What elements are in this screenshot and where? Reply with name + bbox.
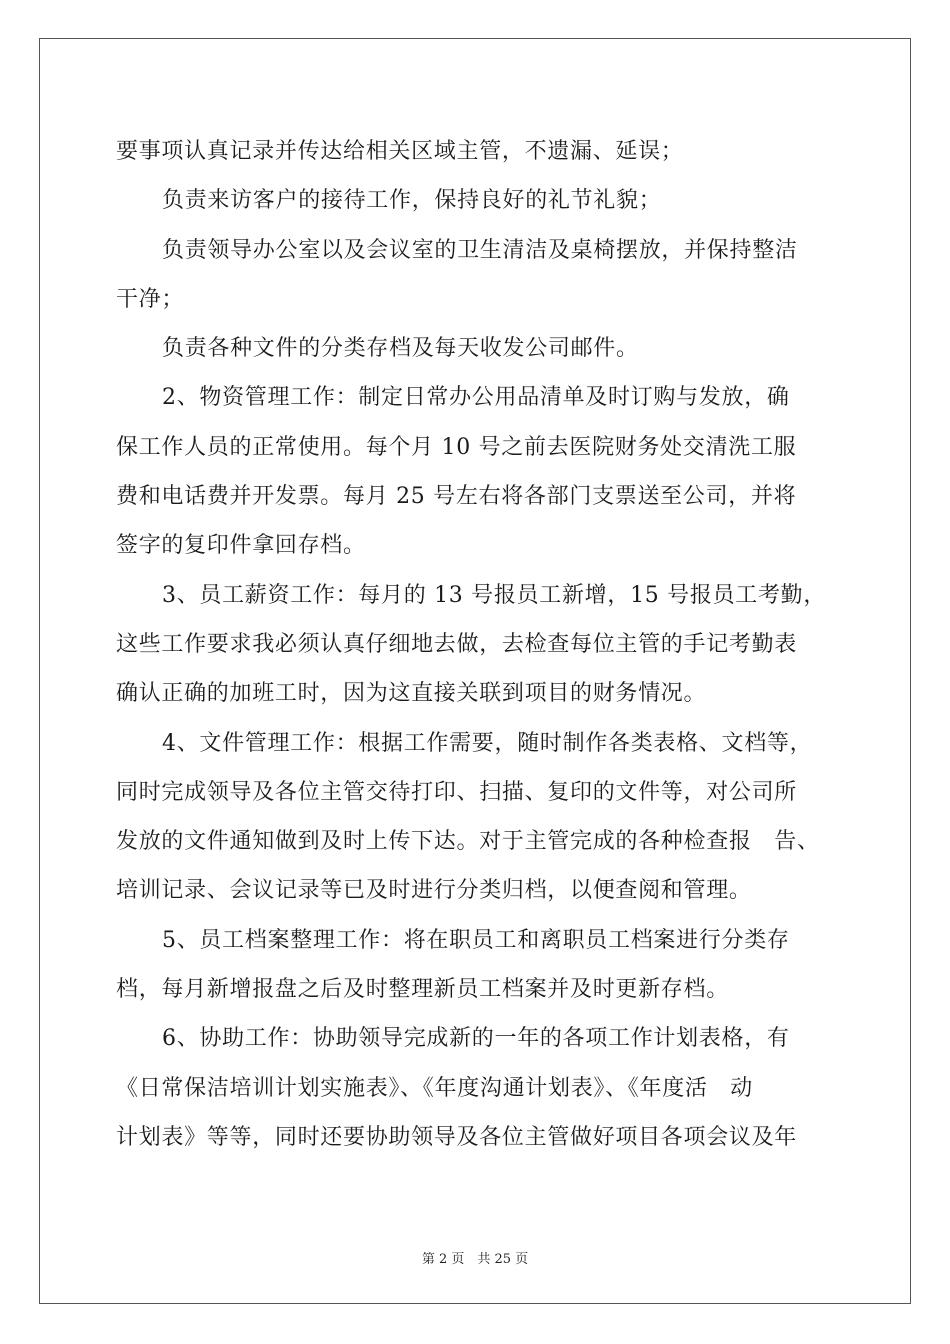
document-body	[116, 127, 836, 1162]
text-line: 要事项认真记录并传达给相关区域主管，不遗漏、延误；	[116, 139, 684, 164]
text-line: 负责各种文件的分类存档及每天收发公司邮件。	[162, 336, 639, 362]
text-line: 3、员工薪资工作：每月的 13 号报员工新增，15 号报员工考勤，	[162, 582, 827, 608]
text-line: 费和电话费并开发票。每月 25 号左右将各部门支票送至公司，并将	[116, 484, 797, 510]
text-line: 培训记录、会议记录等已及时进行分类归档，以便查阅和管理。	[116, 878, 752, 904]
text-line: 档，每月新增报盘之后及时整理新员工档案并及时更新存档。	[116, 977, 729, 1003]
text-line: 《日常保洁培训计划实施表》、《年度沟通计划表》、《年度活 动	[116, 1075, 754, 1101]
text-line: 负责来访客户的接待工作，保持良好的礼节礼貌；	[162, 188, 662, 214]
text-line: 6、协助工作：协助领导完成新的一年的各项工作计划表格，有	[162, 1026, 790, 1052]
text-line: 发放的文件通知做到及时上传下达。对于主管完成的各种检查报 告、	[116, 829, 820, 855]
text-line: 4、文件管理工作：根据工作需要，随时制作各类表格、文档等，	[162, 730, 813, 756]
page-number-footer: 第 2 页 共 25 页	[421, 1252, 529, 1267]
text-line: 保工作人员的正常使用。每个月 10 号之前去医院财务处交清洗工服	[116, 434, 797, 460]
text-line: 2、物资管理工作：制定日常办公用品清单及时订购与发放，确	[162, 385, 790, 411]
text-line: 干净；	[116, 286, 185, 312]
text-line: 计划表》等等，同时还要协助领导及各位主管做好项目各项会议及年	[116, 1124, 798, 1150]
text-line: 同时完成领导及各位主管交待打印、扫描、复印的文件等，对公司所	[116, 779, 798, 805]
text-line: 负责领导办公室以及会议室的卫生清洁及桌椅摆放，并保持整洁	[162, 237, 798, 263]
text-line: 确认正确的加班工时，因为这直接关联到项目的财务情况。	[116, 681, 707, 707]
text-line: 5、员工档案整理工作：将在职员工和离职员工档案进行分类存	[162, 927, 790, 953]
text-line: 签字的复印件拿回存档。	[116, 533, 366, 559]
text-line: 这些工作要求我必须认真仔细地去做，去检查每位主管的手记考勤表	[116, 631, 798, 657]
